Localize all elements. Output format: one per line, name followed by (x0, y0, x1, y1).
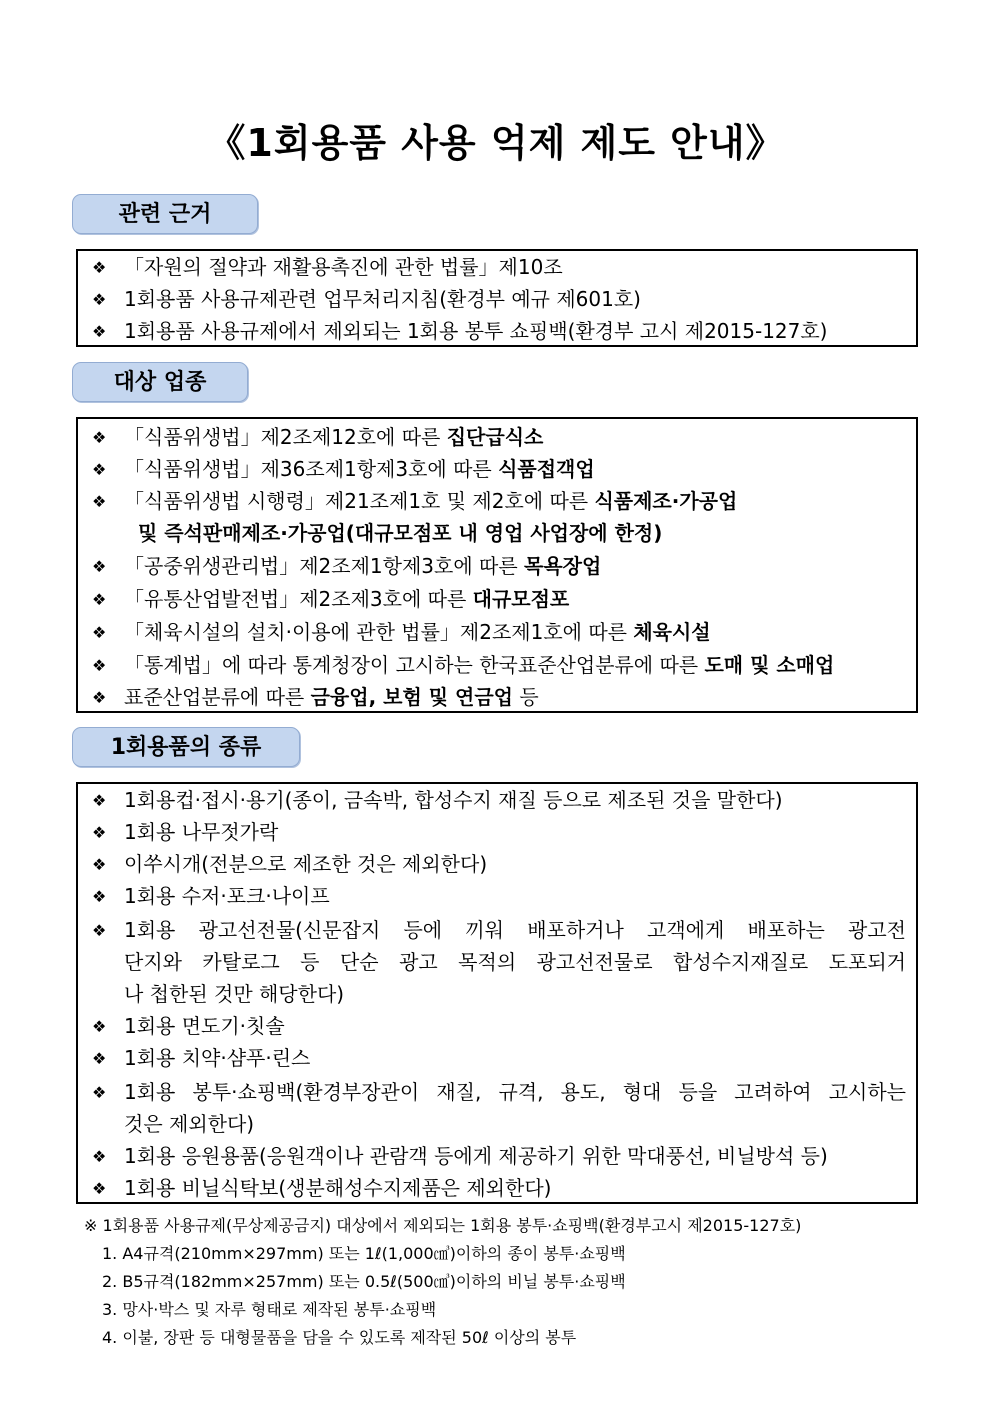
kind-item-continuation: 것은 제외한다) (124, 1112, 255, 1136)
bullet-icon: ❖ (92, 921, 107, 940)
target-item: ❖ 「통계법」에 따라 통계청장이 고시하는 한국표준산업분류에 따른 도매 및 소매업 (92, 649, 906, 682)
kind-item: ❖ 1회용컵·접시·용기(종이, 금속박, 합성수지 재질 등으로 제조된 것을 말한다) (92, 784, 906, 817)
bullet-icon: ❖ (92, 1179, 107, 1198)
bullet-icon: ❖ (92, 557, 107, 576)
page-title: 《1회용품 사용 억제 제도 안내》 (207, 121, 785, 165)
note-item: 1. A4규격(210mm×297mm) 또는 1ℓ(1,000㎤)이하의 종이 봉투·쇼핑백 (102, 1244, 626, 1263)
basis-item: ❖ 1회용품 사용규제에서 제외되는 1회용 봉투 쇼핑백(환경부 고시 제2015-127호) (92, 315, 906, 348)
basis-item: ❖ 「자원의 절약과 재활용촉진에 관한 법률」제10조 (92, 251, 906, 284)
bullet-icon: ❖ (92, 290, 107, 309)
kind-item: ❖ 1회용 광고선전물(신문잡지 등에 끼워 배포하거나 고객에게 배포하는 광고전 (92, 914, 906, 947)
bullet-icon: ❖ (92, 823, 107, 842)
targets-box (76, 417, 918, 713)
bullet-icon: ❖ (92, 791, 107, 810)
target-item: ❖ 「식품위생법」제36조제1항제3호에 따른 식품접객업 (92, 453, 906, 486)
target-item-continuation: 및 즉석판매제조·가공업(대규모점포 내 영업 사업장에 한정) (138, 521, 663, 545)
bullet-icon: ❖ (92, 656, 107, 675)
target-item: ❖ 「식품위생법 시행령」제21조제1호 및 제2호에 따른 식품제조·가공업 (92, 485, 906, 518)
note-header: ※ 1회용품 사용규제(무상제공금지) 대상에서 제외되는 1회용 봉투·쇼핑백(환경부고시 제2015-127호) (84, 1216, 802, 1235)
bullet-icon: ❖ (92, 428, 107, 447)
basis-item: ❖ 1회용품 사용규제관련 업무처리지침(환경부 예규 제601호) (92, 283, 906, 316)
note-item: 4. 이불, 장판 등 대형물품을 담을 수 있도록 제작된 50ℓ 이상의 봉투 (102, 1328, 577, 1347)
target-item: ❖ 표준산업분류에 따른 금융업, 보험 및 연금업 등 (92, 681, 906, 714)
kinds-box (76, 782, 918, 1204)
kind-item: ❖ 1회용 봉투·쇼핑백(환경부장관이 재질, 규격, 용도, 형대 등을 고려하여 고시하는 (92, 1076, 906, 1109)
bullet-icon: ❖ (92, 688, 107, 707)
bullet-icon: ❖ (92, 1083, 107, 1102)
kind-item: ❖ 1회용 수저·포크·나이프 (92, 880, 906, 913)
kind-item-continuation: 나 첩한된 것만 해당한다) (124, 982, 345, 1006)
kind-item: ❖ 1회용 면도기·칫솔 (92, 1010, 906, 1043)
section-label-targets: 대상 업종 (72, 362, 248, 402)
bullet-icon: ❖ (92, 1147, 107, 1166)
target-item: ❖ 「체육시설의 설치·이용에 관한 법률」제2조제1호에 따른 체육시설 (92, 616, 906, 649)
kind-item: ❖ 1회용 치약·샴푸·린스 (92, 1042, 906, 1075)
bullet-icon: ❖ (92, 623, 107, 642)
basis-box (76, 249, 918, 347)
target-item: ❖ 「식품위생법」제2조제12호에 따른 집단급식소 (92, 421, 906, 454)
bullet-icon: ❖ (92, 460, 107, 479)
bullet-icon: ❖ (92, 887, 107, 906)
bullet-icon: ❖ (92, 492, 107, 511)
bullet-icon: ❖ (92, 322, 107, 341)
kind-item: ❖ 1회용 나무젓가락 (92, 816, 906, 849)
note-item: 2. B5규격(182mm×257mm) 또는 0.5ℓ(500㎤)이하의 비닐 봉투·쇼핑백 (102, 1272, 626, 1291)
target-item: ❖ 「유통산업발전법」제2조제3호에 따른 대규모점포 (92, 583, 906, 616)
bullet-icon: ❖ (92, 258, 107, 277)
kind-item: ❖ 1회용 응원용품(응원객이나 관람객 등에게 제공하기 위한 막대풍선, 비닐방석 등) (92, 1140, 906, 1173)
kind-item: ❖ 이쑤시개(전분으로 제조한 것은 제외한다) (92, 848, 906, 881)
bullet-icon: ❖ (92, 855, 107, 874)
kind-item-continuation: 단지와 카탈로그 등 단순 광고 목적의 광고선전물로 합성수지재질로 도포되거 (124, 950, 906, 974)
section-label-kinds: 1회용품의 종류 (72, 727, 300, 767)
target-item: ❖ 「공중위생관리법」제2조제1항제3호에 따른 목욕장업 (92, 550, 906, 583)
bullet-icon: ❖ (92, 1017, 107, 1036)
kind-item: ❖ 1회용 비닐식탁보(생분해성수지제품은 제외한다) (92, 1172, 906, 1205)
bullet-icon: ❖ (92, 590, 107, 609)
note-item: 3. 망사·박스 및 자루 형태로 제작된 봉투·쇼핑백 (102, 1300, 437, 1319)
bullet-icon: ❖ (92, 1049, 107, 1068)
section-label-basis: 관련 근거 (72, 194, 258, 234)
